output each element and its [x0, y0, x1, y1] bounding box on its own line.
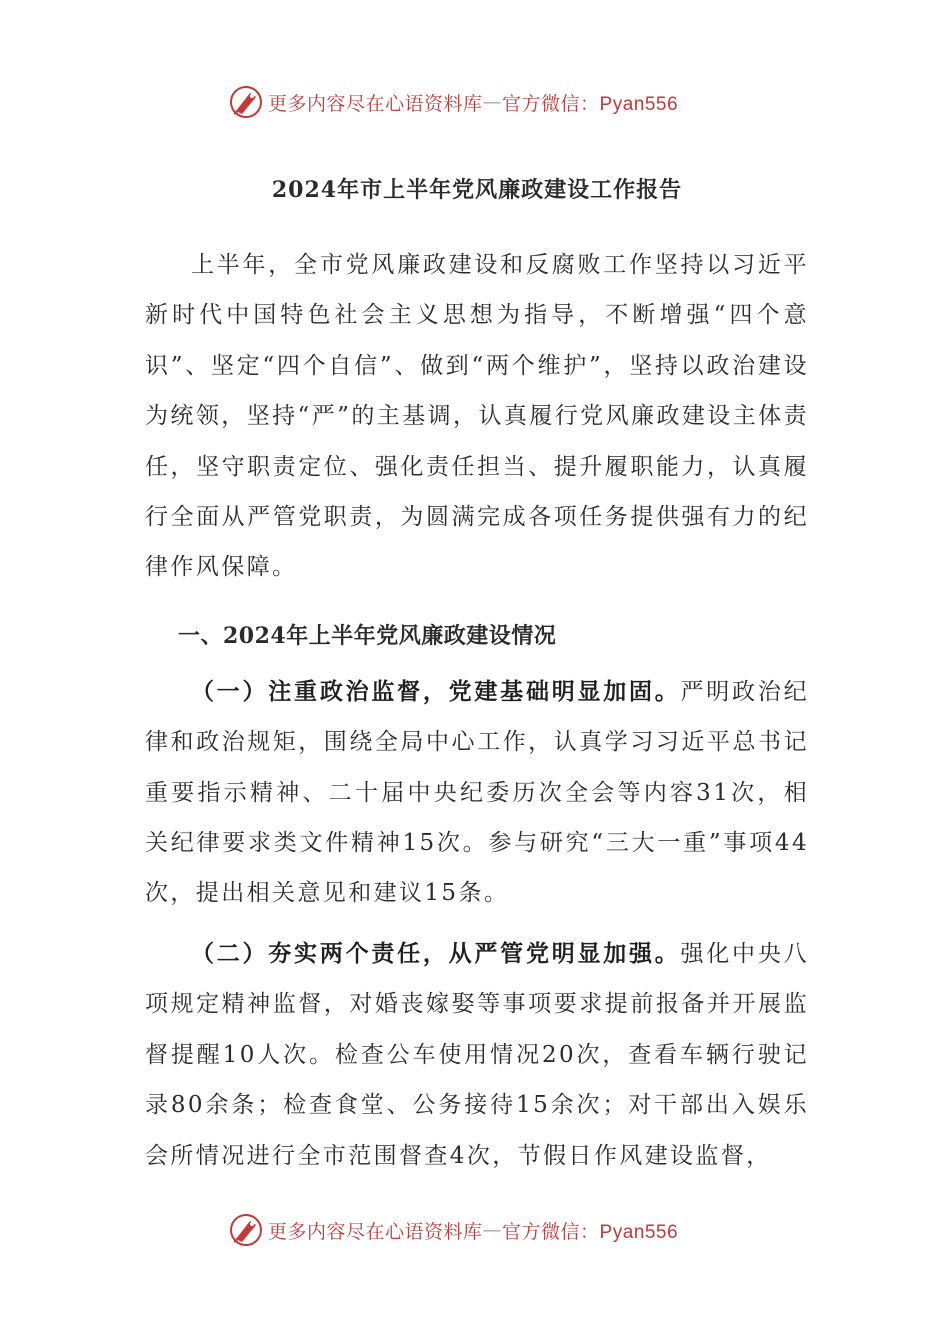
subsection-lead-2: （二）夯实两个责任，从严管党明显加强。 — [191, 939, 681, 967]
subsection-paragraph-2 — [145, 929, 809, 1181]
header-banner — [228, 82, 748, 122]
pen-nib-icon — [228, 84, 264, 120]
section-heading: 一、2024年上半年党风廉政建设情况 — [178, 622, 557, 649]
banner-separator: — — [482, 1219, 503, 1241]
subsection-lead-1: （一）注重政治监督，党建基础明显加固。 — [191, 677, 681, 705]
subsection-body-1: 严明政治纪律和政治规矩，围绕全局中心工作，认真学习习近平总书记重要指示精神、二十届中央纪委历次全会等内容31次，相关纪律要求类文件精神15次。参与研究“三大一重”事项44次，提出相关意见和建议15条。 — [145, 678, 809, 907]
subsection-paragraph-1 — [145, 667, 809, 919]
footer-banner — [228, 1210, 748, 1250]
subsection-body-2: 强化中央八项规定精神监督，对婚丧嫁娶等事项要求提前报备并开展监督提醒10人次。检查公车使用情况20次，查看车辆行驶记录80余条；检查食堂、公务接待15余次；对干部出入娱乐会所情况进行全市范围督查4次，节假日作风建设监督， — [145, 940, 809, 1169]
document-title: 2024年市上半年党风廉政建设工作报告 — [271, 177, 683, 203]
intro-paragraph: 上半年，全市党风廉政建设和反腐败工作坚持以习近平新时代中国特色社会主义思想为指导，不断增强“四个意识”、坚定“四个自信”、做到“两个维护”，坚持以政治建设为统领，坚持“严”的主基调，认真履行党风廉政建设主体责任，坚守职责定位、强化责任担当、提升履职能力，认真履行全面从严管党职责，为圆满完成各项任务提供强有力的纪律作风保障。 — [145, 252, 809, 581]
banner-separator: — — [482, 91, 503, 113]
banner-text: 更多内容尽在心语资料库 — [268, 1220, 483, 1243]
banner-wechat: 官方微信：Pyan556 — [502, 1221, 679, 1243]
banner-text: 更多内容尽在心语资料库 — [268, 92, 483, 115]
banner-wechat: 官方微信：Pyan556 — [502, 93, 679, 115]
document-body — [145, 170, 809, 1181]
pen-nib-icon — [228, 1212, 264, 1248]
